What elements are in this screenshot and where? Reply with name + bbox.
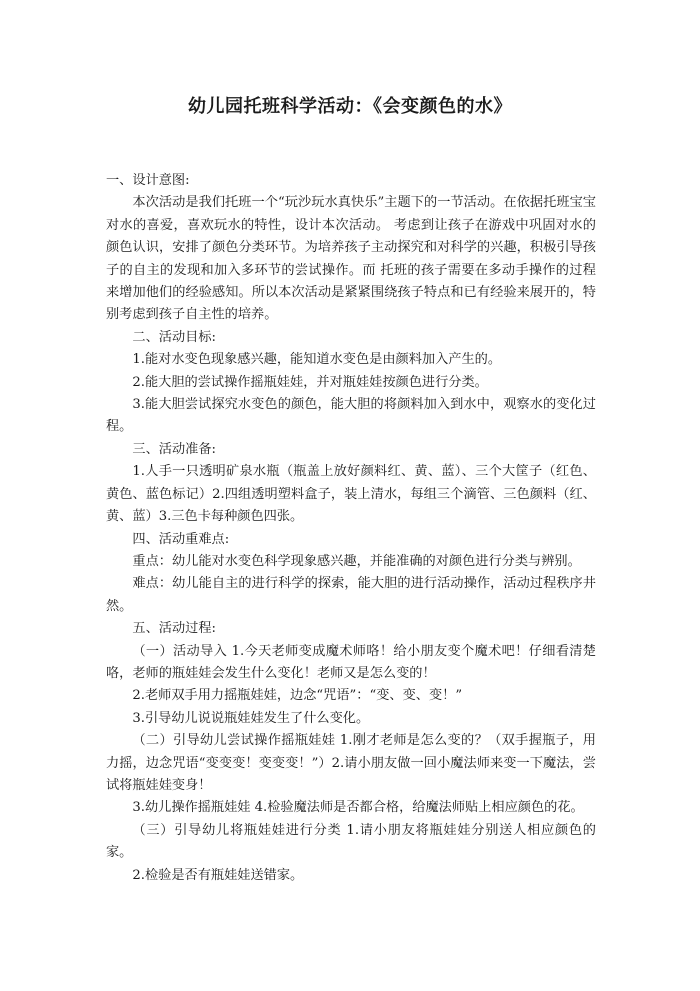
paragraph: 1.能对水变色现象感兴趣，能知道水变色是由颜料加入产生的。 [132, 352, 502, 368]
paragraph: 五、活动过程: [132, 621, 216, 637]
document-title: 幼儿园托班科学活动：《会变颜色的水》 [188, 96, 512, 117]
paragraph: 3.幼儿操作摇瓶娃娃 4.检验魔法师是否都合格，给魔法师贴上相应颜色的花。 [132, 800, 584, 816]
paragraph: 3.能大胆尝试探究水变色的颜色，能大胆的将颜料加入到水中，观察水的变化过程。 [106, 397, 596, 435]
paragraph: 2.检验是否有瓶娃娃送错家。 [132, 867, 304, 883]
paragraph: 2.能大胆的尝试操作摇瓶娃娃，并对瓶娃娃按颜色进行分类。 [132, 374, 488, 390]
paragraph: 难点：幼儿能自主的进行科学的探索，能大胆的进行活动操作，活动过程秩序井然。 [106, 576, 596, 614]
paragraph: 二、活动目标: [132, 329, 216, 345]
paragraph: 2.老师双手用力摇瓶娃娃，边念“咒语”：“变、变、变！” [132, 688, 463, 704]
paragraph: （二）引导幼儿尝试操作摇瓶娃娃 1.刚才老师是怎么变的？（双手握瓶子，用力摇，边念咒语“变变变！变变变！”）2.请小朋友做一回小魔法师来变一下魔法，尝试将瓶娃娃变身！ [106, 733, 596, 793]
paragraph: 三、活动准备: [132, 441, 216, 457]
document-body [106, 170, 596, 887]
paragraph: 3.引导幼儿说说瓶娃娃发生了什么变化。 [132, 710, 370, 726]
paragraph: 一、设计意图: [106, 173, 190, 188]
paragraph: （一）活动导入 1.今天老师变成魔术师咯！给小朋友变个魔术吧！仔细看清楚咯，老师的瓶娃娃会发生什么变化！老师又是怎么变的！ [106, 643, 596, 681]
paragraph: 1.人手一只透明矿泉水瓶（瓶盖上放好颜料红、黄、蓝）、三个大筐子（红色、黄色、蓝色标记）2.四组透明塑料盒子，装上清水，每组三个滴管、三色颜料（红、黄、蓝）3.三色卡每种颜色四张。 [106, 464, 596, 525]
paragraph: （三）引导幼儿将瓶娃娃进行分类 1.请小朋友将瓶娃娃分别送人相应颜色的家。 [106, 822, 596, 861]
paragraph: 重点：幼儿能对水变色科学现象感兴趣，并能准确的对颜色进行分类与辨别。 [132, 553, 581, 569]
paragraph: 四、活动重难点: [132, 531, 230, 547]
paragraph: 本次活动是我们托班一个“玩沙玩水真快乐”主题下的一节活动。在依据托班宝宝对水的喜爱，喜欢玩水的特性，设计本次活动。 考虑到让孩子在游戏中巩固对水的颜色认识，安排了颜色分类环节。为培养孩子主动探究和对科学的兴趣，积极引导孩子的自主的发现和加入多环节的尝试操作。而 托班的孩子需要在多动手操作的过程来增加他们的经验感知。所以本次活动是紧紧围绕孩子特点和已有经验来展开的，特别考虑到孩子自主性的培养。 [106, 195, 596, 323]
